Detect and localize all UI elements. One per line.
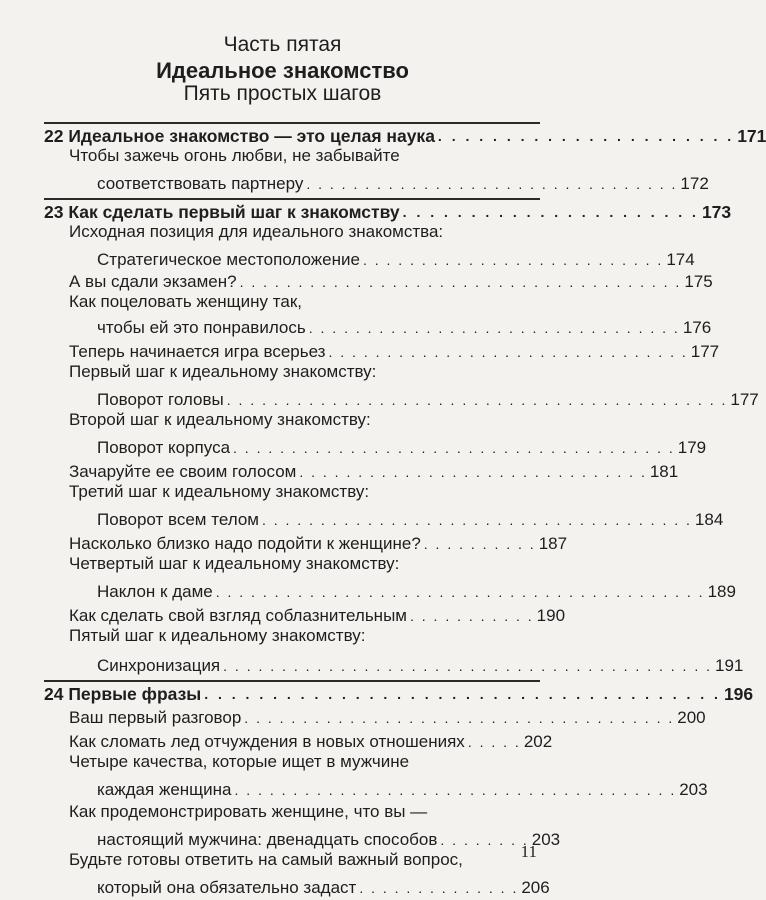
leader-dots: . . . . . . . . . . . . . . . . . . . . . . . . . . . . . . xyxy=(299,464,647,480)
entry-title: Второй шаг к идеальному знакомству: xyxy=(69,410,371,429)
toc-entry xyxy=(44,482,540,506)
toc-entry xyxy=(44,728,553,752)
entry-title: Чтобы зажечь огонь любви, не забывайте xyxy=(69,146,400,165)
entry-title: чтобы ей это понравилось xyxy=(97,318,306,337)
toc-entry xyxy=(44,458,679,482)
toc-entry xyxy=(44,530,568,554)
entry-title: Наклон к даме xyxy=(97,582,213,601)
toc-entry xyxy=(44,826,561,850)
toc-entry xyxy=(44,626,540,650)
entry-title: Зачаруйте ее своим голосом xyxy=(69,462,297,481)
entry-title: каждая женщина xyxy=(97,780,232,799)
toc-entry xyxy=(44,704,706,728)
entry-title: Пятый шаг к идеальному знакомству: xyxy=(69,626,366,645)
toc-entry xyxy=(44,146,540,170)
toc-entry xyxy=(44,292,540,316)
page-number: 190 xyxy=(536,606,566,625)
entry-title: Четвертый шаг к идеальному знакомству: xyxy=(69,554,400,573)
entry-title: Как поцеловать женщину так, xyxy=(69,292,302,311)
page-number: 191 xyxy=(715,656,744,675)
chapter-title: 23 Как сделать первый шаг к знакомству xyxy=(44,202,400,222)
page-number: 176 xyxy=(682,318,712,337)
entry-title: Насколько близко надо подойти к женщине? xyxy=(69,534,421,553)
toc-entry xyxy=(44,578,736,602)
page-number: 189 xyxy=(707,582,736,601)
leader-dots: . . . . . . . . . . xyxy=(423,536,536,552)
entry-title: Поворот головы xyxy=(97,390,224,409)
page-number: 181 xyxy=(649,462,679,481)
leader-dots: . . . . . . . . . . . . . . . . . . . . . . . . . . . . . . . . xyxy=(306,176,678,192)
entry-title: Как сломать лед отчуждения в новых отношениях xyxy=(69,732,465,751)
entry-title: Поворот всем телом xyxy=(97,510,259,529)
entry-title: Стратегическое местоположение xyxy=(97,250,360,269)
chapter-title: 22 Идеальное знакомство — это целая наука xyxy=(44,126,435,146)
page-number: 187 xyxy=(538,534,568,553)
entry-title: Как сделать свой взгляд соблазнительным xyxy=(69,606,407,625)
page-number: 200 xyxy=(677,708,706,727)
toc-entry xyxy=(44,776,708,800)
toc-entry xyxy=(44,246,695,270)
page-number: 203 xyxy=(679,780,708,799)
page-number: 177 xyxy=(730,390,759,409)
leader-dots: . . . . . . . . . . . xyxy=(409,608,534,624)
leader-dots: . . . . . . . . . . . . . . . . . . . . . . . . . . . . . . . . xyxy=(308,320,680,336)
entry-title: А вы сдали экзамен? xyxy=(69,272,237,291)
leader-dots: . . . . . . . . . . . . . . . . . . . . . . . . . . xyxy=(362,252,664,268)
entry-title: Синхронизация xyxy=(97,656,221,675)
toc-entry xyxy=(44,338,720,362)
page-number: 173 xyxy=(701,202,732,222)
page-folio: 11 xyxy=(520,842,537,861)
toc-chapter-23 xyxy=(44,198,732,222)
toc-entry xyxy=(44,170,709,194)
toc-entry xyxy=(44,410,540,434)
entry-title: Как продемонстрировать женщине, что вы — xyxy=(69,802,428,821)
part-subtitle: Пять простых шагов xyxy=(183,82,382,105)
toc-chapter-22 xyxy=(44,122,766,146)
toc-entry xyxy=(44,850,540,874)
entry-title: Первый шаг к идеальному знакомству: xyxy=(69,362,377,381)
entry-title: Теперь начинается игра всерьез xyxy=(69,342,326,361)
entry-title: Исходная позиция для идеального знакомства: xyxy=(69,222,444,241)
page-number: 206 xyxy=(521,878,550,897)
toc-entry xyxy=(44,222,540,246)
page-number: 184 xyxy=(694,510,724,529)
toc-entry xyxy=(44,752,540,776)
entry-title: Ваш первый разговор xyxy=(69,708,242,727)
chapter-title: 24 Первые фразы xyxy=(44,684,202,704)
leader-dots: . . . . . . . . . . . . . . . . . . . . . . . . . . . . . . . . . . . . . xyxy=(261,512,692,528)
leader-dots: . . . . . . . . . . . . . . . . . . . . . . . . . . . . . . . . . . . . . . . . . . . xyxy=(226,392,728,408)
toc-entry xyxy=(44,386,759,410)
leader-dots: . . . . . . . . . . . . . . . . . . . . . . . . . . . . . . . . . . . . . . xyxy=(204,686,721,702)
entry-title: который она обязательно задаст xyxy=(97,878,357,897)
toc-chapter-24 xyxy=(44,680,754,704)
toc-entry xyxy=(44,268,713,292)
entry-title: настоящий мужчина: двенадцать способов xyxy=(97,830,438,849)
entry-title: Поворот корпуса xyxy=(97,438,231,457)
page-number: 202 xyxy=(523,732,553,751)
toc-entry xyxy=(44,874,550,898)
toc-entry xyxy=(44,314,712,338)
leader-dots: . . . . . . . . . . . . . . . . . . . . . . . . . . . . . . . . . . . . . . xyxy=(233,440,675,456)
page-number: 172 xyxy=(680,174,709,193)
toc-entry xyxy=(44,362,540,386)
leader-dots: . . . . . . . . . . . . . . xyxy=(359,880,519,896)
toc-entry xyxy=(44,506,724,530)
leader-dots: . . . . . . . . xyxy=(440,832,529,848)
toc-entry xyxy=(44,652,744,676)
entry-title: соответствовать партнеру xyxy=(97,174,304,193)
entry-title: Будьте готовы ответить на самый важный вопрос, xyxy=(69,850,463,869)
leader-dots: . . . . . . . . . . . . . . . . . . . . . . . . . . . . . . . . . . . . . xyxy=(244,710,675,726)
page-number: 174 xyxy=(666,250,695,269)
page-number: 177 xyxy=(690,342,720,361)
entry-title: Четыре качества, которые ищет в мужчине xyxy=(69,752,410,771)
leader-dots: . . . . . . . . . . . . . . . . . . . . . . xyxy=(402,204,699,220)
part-label: Часть пятая xyxy=(223,33,342,56)
leader-dots: . . . . . . . . . . . . . . . . . . . . . . . . . . . . . . . . . . . . . . . . . . xyxy=(215,584,705,600)
leader-dots: . . . . . . . . . . . . . . . . . . . . . . xyxy=(437,128,735,144)
leader-dots: . . . . . . . . . . . . . . . . . . . . . . . . . . . . . . . . . . . . . . xyxy=(234,782,677,798)
toc-entry xyxy=(44,802,540,826)
page-number: 203 xyxy=(531,830,561,849)
leader-dots: . . . . . xyxy=(467,734,521,750)
entry-title: Третий шаг к идеальному знакомству: xyxy=(69,482,370,501)
toc-entry xyxy=(44,602,566,626)
toc-entry xyxy=(44,554,540,578)
page-number: 175 xyxy=(684,272,713,291)
leader-dots: . . . . . . . . . . . . . . . . . . . . . . . . . . . . . . . . . . . . . . xyxy=(239,274,682,290)
page-number: 179 xyxy=(677,438,707,457)
leader-dots: . . . . . . . . . . . . . . . . . . . . . . . . . . . . . . . xyxy=(328,344,688,360)
part-title: Идеальное знакомство xyxy=(156,58,409,83)
page-number: 171 xyxy=(737,126,766,146)
toc-entry xyxy=(44,434,707,458)
page-number: 196 xyxy=(723,684,754,704)
leader-dots: . . . . . . . . . . . . . . . . . . . . . . . . . . . . . . . . . . . . . . . . . . xyxy=(223,658,712,674)
